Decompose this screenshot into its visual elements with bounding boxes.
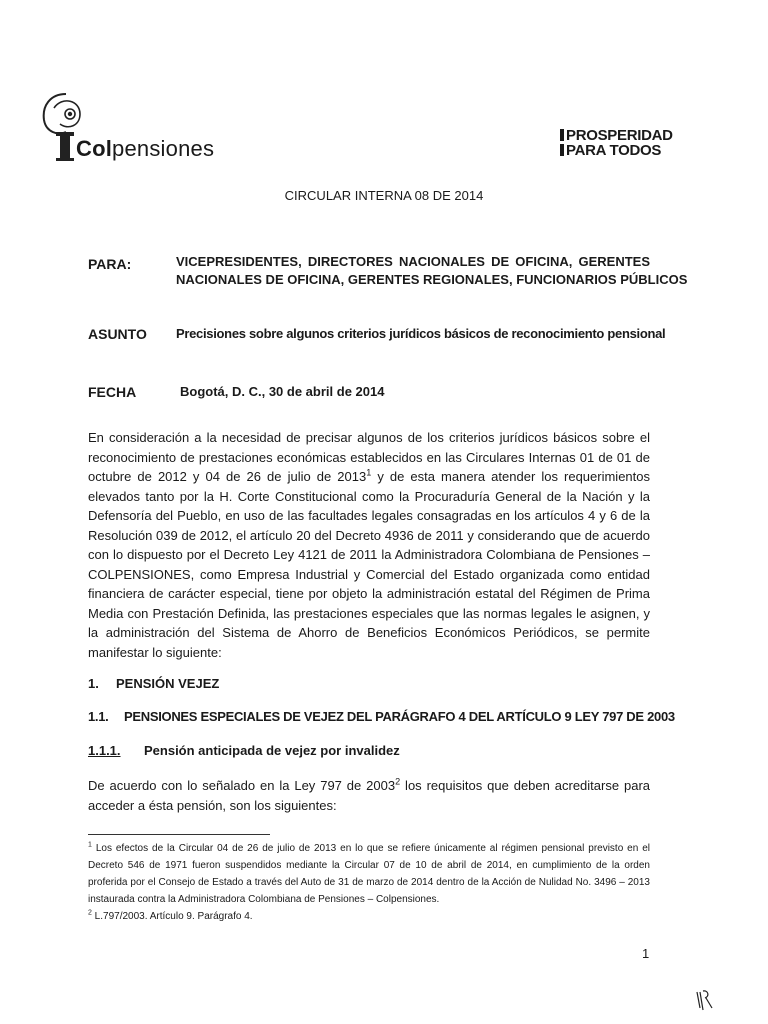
- footnotes: [88, 840, 650, 925]
- prosperidad-bar-icon: [560, 144, 564, 156]
- document-title: CIRCULAR INTERNA 08 DE 2014: [284, 188, 484, 203]
- footnote-ref-1: 1: [366, 467, 372, 478]
- fecha-label: FECHA: [88, 384, 137, 400]
- para-label: PARA:: [88, 256, 132, 272]
- handwritten-mark-icon: [694, 988, 716, 1012]
- footnote-1: $^1$ Los efectos de la Circular 04 de 26 de julio de 2013 en lo que se refiere únicamente al régimen pensional previsto en el Decreto 546 de 1971 fueron suspendidos mediante la Circular 07 de 10 de abril de 2014, en cumplimiento de la orden proferida por el Consejo de Estado a través del Auto de 31 de marzo de 2014 dentro de la Acción de Nulidad No. 3496 – 2013 instaurada contra la Administradora Colombiana de Pensiones – Colpensiones.: [88, 841, 650, 905]
- footnote-divider: [88, 834, 270, 835]
- section-1-heading: 1. PENSIÓN VEJEZ: [88, 676, 220, 691]
- asunto-value: Precisiones sobre algunos criterios jurídicos básicos de reconocimiento pensional: [176, 326, 666, 341]
- requirements-paragraph: De acuerdo con lo señalado en la Ley 797 de 2003$^2$ los requisitos que deben acreditarse para acceder a ésta pensión, son los siguientes:: [88, 776, 651, 813]
- intro-paragraph: En consideración a la necesidad de precisar algunos de los criterios jurídicos básicos sobre el reconocimiento de prestaciones económicas establecidos en las Circulares Internas 01 de 01 de octubre de 2012 y 04 de 26 de julio de 2013$^1$ y de esta manera atender los requerimientos elevados tanto por la H. Corte Constitucional como la Procuraduría General de la Nación y la Defensoría del Pueblo, en uso de las facultades legales consagradas en los artículos 4 y 6 de la Resolución 039 de 2012, el artículo 20 del Decreto 4936 de 2011 y considerando que de acuerdo con lo dispuesto por el Decreto Ley 4121 de 2011 la Administradora Colombiana de Pensiones – COLPENSIONES, como Empresa Industrial y Comercial del Estado organizada como entidad financiera de carácter especial, tiene por objeto la administración estatal del Régimen de Prima Media con Prestación Definida, las prestaciones especiales que las normas legales le asignen, y la administración del Sistema de Ahorro de Beneficios Económicos Periódicos, se permite manifestar lo siguiente:: [88, 430, 650, 660]
- prosperidad-logo: PROSPERIDAD PARA TODOS: [560, 128, 673, 158]
- footnote-2: $^2$ L.797/2003. Artículo 9. Parágrafo 4.: [88, 909, 253, 922]
- colpensiones-logo: [36, 88, 236, 168]
- para-line-2: NACIONALES DE OFICINA, GERENTES REGIONALES, FUNCIONARIOS PÚBLICOS: [176, 272, 688, 287]
- section-1-1-1-heading: 1.1.1. Pensión anticipada de vejez por invalidez: [88, 743, 400, 758]
- page-number: 1: [642, 946, 650, 961]
- asunto-label: ASUNTO: [88, 326, 147, 342]
- para-line-1: VICEPRESIDENTES, DIRECTORES NACIONALES DE OFICINA, GERENTES: [176, 254, 650, 269]
- logo-wordmark: Colpensiones: [76, 136, 215, 161]
- fecha-value: Bogotá, D. C., 30 de abril de 2014: [180, 384, 385, 399]
- prosperidad-bar-icon: [560, 129, 564, 141]
- footnote-ref-2: 2: [395, 776, 401, 787]
- section-1-1-heading: 1.1. PENSIONES ESPECIALES DE VEJEZ DEL PARÁGRAFO 4 DEL ARTÍCULO 9 LEY 797 DE 2003: [88, 709, 675, 724]
